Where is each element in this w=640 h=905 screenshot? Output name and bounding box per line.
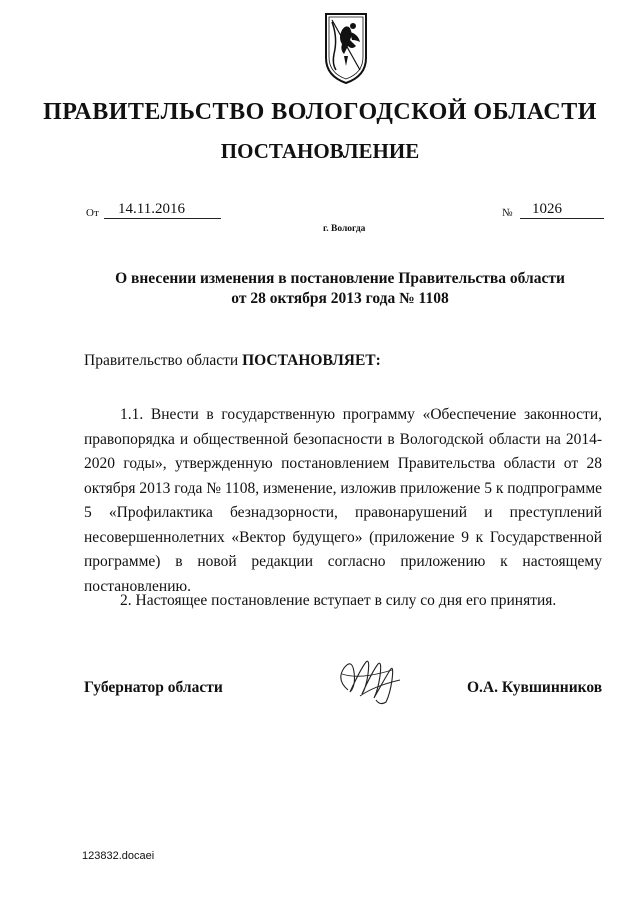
signatory-title: Губернатор области [84, 679, 223, 696]
paragraph-2: 2. Настоящее постановление вступает в силу со дня его принятия. [120, 592, 557, 609]
date-label: От [86, 207, 99, 219]
subject-line-1: О внесении изменения в постановление Правительства области [115, 270, 565, 287]
document-date: 14.11.2016 [104, 201, 221, 219]
subject-line-2: от 28 октября 2013 года № 1108 [231, 290, 449, 307]
signatory-name: О.А. Кувшинников [467, 679, 603, 696]
document-number: 1026 [520, 201, 604, 219]
document-type: ПОСТАНОВЛЕНИЕ [220, 139, 420, 163]
coat-of-arms-emblem [322, 10, 370, 86]
paragraph-1: 1.1. Внести в государственную программу «Обеспечение законности, правопорядка и общественной безопасности в Вологодской области на 2014-2020 годы», утвержденную постановлением Правительства области от 28 октября 2013 года № 1108, изменение, изложив приложение 5 к подпрограмме 5 «Профилактика безнадзорности, правонарушений и преступлений несовершеннолетних «Вектор будущего» (приложение 9 к Государственной программе) в новой редакции согласно приложению к настоящему постановлению. [84, 406, 603, 595]
city: г. Вологда [323, 224, 366, 234]
decree-prefix: Правительство области [84, 352, 243, 369]
decree-line [84, 352, 381, 370]
file-reference: 123832.docaei [82, 850, 155, 862]
decree-word: ПОСТАНОВЛЯЕТ: [242, 352, 381, 369]
handwritten-signature [330, 650, 420, 710]
document-subject [60, 269, 620, 309]
number-label: № [502, 207, 513, 219]
organization-title: ПРАВИТЕЛЬСТВО ВОЛОГОДСКОЙ ОБЛАСТИ [43, 99, 597, 125]
